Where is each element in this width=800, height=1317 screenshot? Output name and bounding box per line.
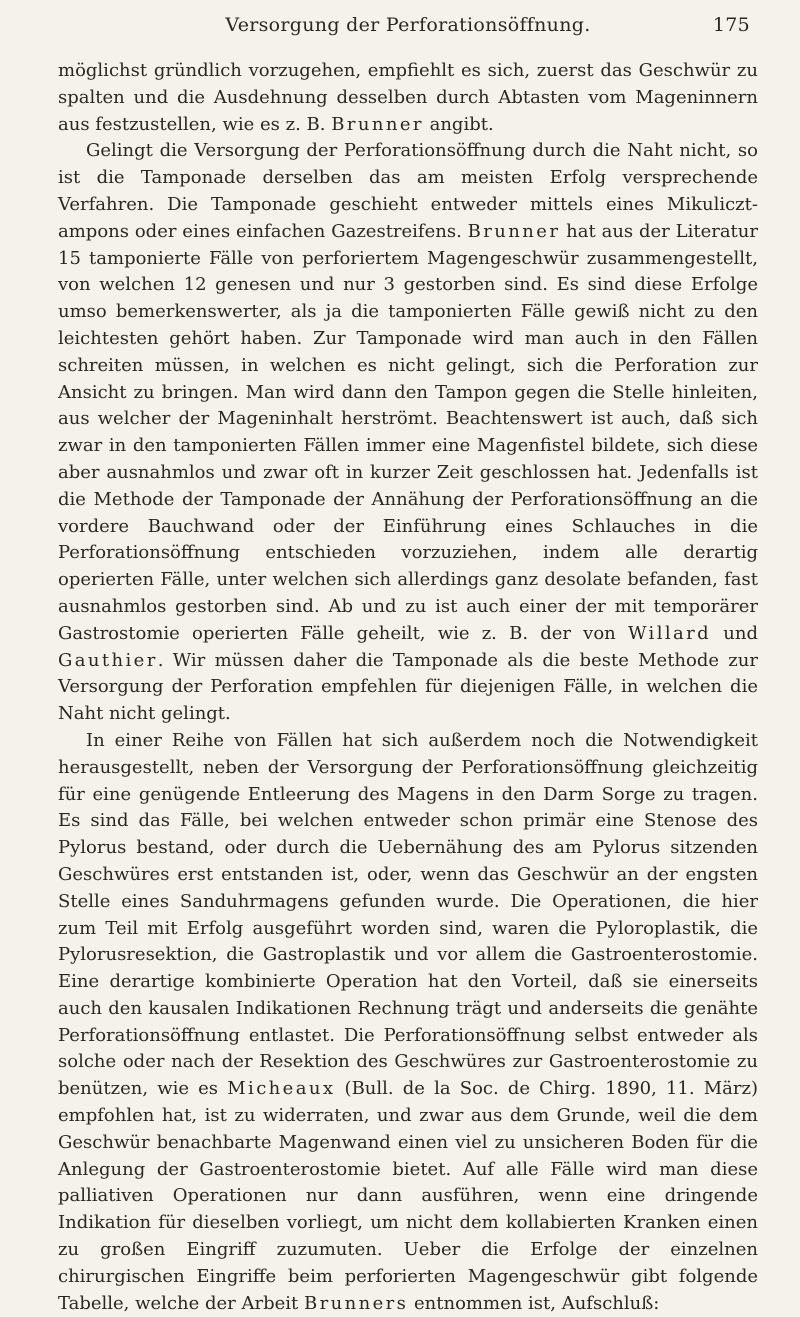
text-segment: möglichst gründlich vorzugehen, empfiehlt es sich, zuerst das Geschwür zu spalten und die Ausdehnung desselben durch Abtasten vom Mageninnern aus festzustellen, wie es z. B. xyxy=(58,60,758,135)
author-name-brunner: Brunner xyxy=(331,113,424,135)
author-name-gauthier: Gauthier xyxy=(58,649,158,671)
text-segment: entnommen ist, Aufschluß: xyxy=(408,1292,660,1314)
text-segment: und xyxy=(711,622,758,644)
text-segment: Gelingt die Versorgung der Perforationsöffnung durch die Naht nicht, so ist die Tamponade derselben das am meisten Erfolg versprechende Verfahren. Die Tamponade geschieht entweder mittels eines Mikulicztampons oder eines einfachen Gazestreifens. xyxy=(58,140,758,242)
running-head xyxy=(58,12,758,46)
text-segment: . Wir müssen daher die Tamponade als die beste Methode zur Versorgung der Perforation empfehlen für diejenigen Fälle, in welchen die Naht nicht gelingt. xyxy=(58,649,758,725)
text-segment: (Bull. de la Soc. de Chirg. 1890, 11. März) empfohlen hat, ist zu widerraten, und zwar aus dem Grunde, weil die dem Geschwür benachbarte Magenwand einen viel zu unsicheren Boden für die Anlegung der Gastroenterostomie bietet. Auf alle Fälle wird man diese palliativen Operationen nur dann ausführen, wenn eine dringende Indikation für dieselben vorliegt, um nicht dem kollabierten Kranken einen zu großen Eingriff zuzumuten. Ueber die Erfolge der einzelnen chirurgischen Eingriffe beim perforierten Magengeschwür gibt folgende Tabelle, welche der Arbeit xyxy=(58,1078,759,1314)
author-name-willard: Willard xyxy=(627,622,712,644)
paragraph-3 xyxy=(58,728,758,1317)
author-name-brunners: Brunners xyxy=(303,1292,409,1314)
paragraph-2 xyxy=(58,138,758,728)
author-name-brunner: Brunner xyxy=(467,220,561,242)
running-title: Versorgung der Perforationsöffnung. xyxy=(225,14,591,36)
text-segment: hat aus der Literatur 15 tamponierte Fälle von perforiertem Magengeschwür zusammengestellt, von welchen 12 genesen und nur 3 gestorben sind. Es sind diese Erfolge umso bemerkenswerter, als ja die tamponierten Fälle gewiß nicht zu den leichtesten gehört haben. Zur Tamponade wird man auch in den Fällen schreiten müssen, in welchen es nicht gelingt, sich die Perforation zur Ansicht zu bringen. Man wird dann den Tampon gegen die Stelle hinleiten, aus welcher der Mageninhalt herströmt. Beachtenswert ist auch, daß sich zwar in den tamponierten Fällen immer eine Magenfistel bildete, sich diese aber ausnahmlos und zwar oft in kurzer Zeit geschlossen hat. Jedenfalls ist die Methode der Tamponade der Annähung der Perforationsöffnung an die vordere Bauchwand oder der Einführung eines Schlauches in die Perforationsöffnung entschieden vorzuziehen, indem alle derartig operierten Fälle, unter welchen sich allerdings ganz desolate befanden, fast ausnahmlos gestorben sind. Ab und zu ist auch einer der mit temporärer Gastrostomie operierten Fälle geheilt, wie z. B. der von xyxy=(58,220,758,644)
paragraph-1 xyxy=(58,58,758,138)
page-number: 175 xyxy=(712,14,750,36)
text-segment: In einer Reihe von Fällen hat sich außerdem noch die Notwendigkeit herausgestellt, neben der Versorgung der Perforationsöffnung gleichzeitig für eine genügende Entleerung des Magens in den Darm Sorge zu tragen. Es sind das Fälle, bei welchen entweder schon primär eine Stenose des Pylorus bestand, oder durch die Uebernähung des am Pylorus sitzenden Geschwüres erst entstanden ist, oder, wenn das Geschwür an der engsten Stelle eines Sanduhrmagens gefunden wurde. Die Operationen, die hier zum Teil mit Erfolg ausgeführt worden sind, waren die Pyloroplastik, die Pylorusresektion, die Gastroplastik und vor allem die Gastroenterostomie. Eine derartige kombinierte Operation hat den Vorteil, daß sie einerseits auch den kausalen Indikationen Rechnung trägt und anderseits die genähte Perforationsöffnung entlastet. Die Perforationsöffnung selbst entweder als solche oder nach der Resektion des Geschwüres zur Gastroenterostomie zu benützen, wie es xyxy=(58,729,758,1100)
book-page xyxy=(58,12,758,1317)
body-text xyxy=(58,58,758,1317)
author-name-micheaux: Micheaux xyxy=(227,1078,336,1100)
text-segment: angibt. xyxy=(423,113,494,135)
